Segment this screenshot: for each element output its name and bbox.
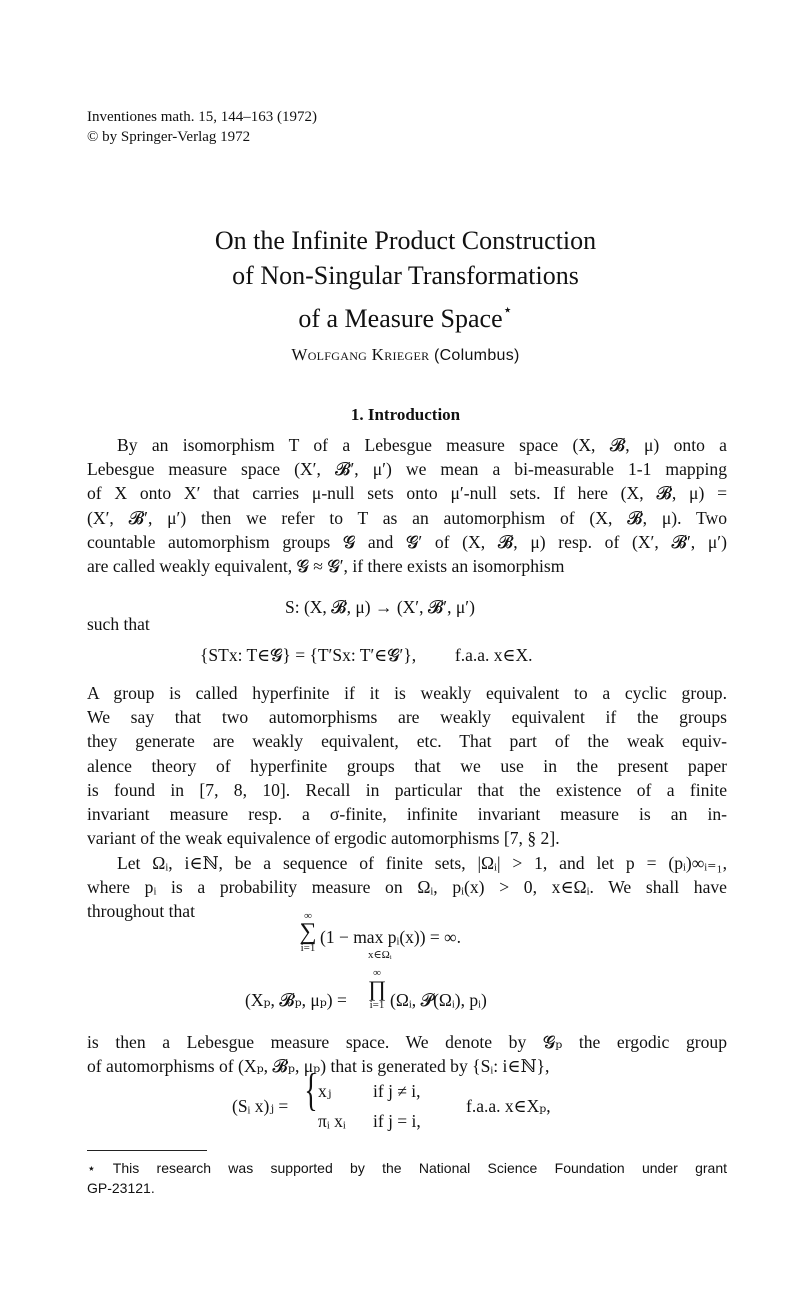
footnote	[87, 1158, 727, 1198]
text-line: Let Ωᵢ, i∈ℕ, be a sequence of finite sets, |Ωᵢ| > 1, and let p = (pᵢ)∞ᵢ₌₁,	[117, 853, 727, 873]
text-line: A group is called hyperfinite if it is weakly equivalent to a cyclic group.	[87, 683, 727, 703]
case-2-value: πᵢ xᵢ	[318, 1111, 346, 1131]
max-subscript: x∈Ωᵢ	[368, 949, 392, 961]
text-line: We say that two automorphisms are weakly equivalent if the groups	[87, 707, 727, 728]
sum-body: (1 − max pᵢ(x)) = ∞.	[320, 927, 462, 947]
sum-upper-limit: ∞	[304, 910, 312, 922]
equation-isomorphism: S: (X, 𝓑, μ) → (X′, 𝓑′, μ′)	[285, 597, 475, 617]
text-line: where pᵢ is a probability measure on Ωᵢ, pᵢ(x) > 0, x∈Ωᵢ. We shall have	[87, 877, 727, 898]
equation-orbit-qualifier: f.a.a. x∈X.	[454, 645, 533, 665]
text-line: countable automorphism groups 𝓖 and 𝓖′ of (X, 𝓑, μ) resp. of (X′, 𝓑′, μ′)	[87, 531, 727, 552]
paragraph-3	[87, 851, 727, 924]
sum-equation	[298, 910, 318, 954]
case-2-condition: if j = i,	[373, 1111, 421, 1131]
section-heading: 1. Introduction	[350, 405, 461, 424]
author-affiliation: (Columbus)	[433, 347, 520, 364]
text-line: variant of the weak equivalence of ergodic automorphisms [7, § 2].	[87, 828, 560, 849]
product-rhs: (Ωᵢ, 𝓟(Ωᵢ), pᵢ)	[390, 990, 487, 1010]
text-line: of automorphisms of (Xₚ, 𝓑ₚ, μₚ) that is generated by {Sᵢ: i∈ℕ},	[87, 1056, 550, 1077]
text-line: they generate are weakly equivalent, etc. That part of the weak equiv-	[87, 731, 727, 752]
footnote-line: GP-23121.	[87, 1180, 155, 1196]
text-line: throughout that	[87, 901, 195, 922]
footnote-line: ⋆ This research was supported by the National Science Foundation under grant	[87, 1160, 727, 1176]
equation-orbit	[200, 645, 532, 666]
paragraph-2	[87, 681, 727, 850]
cases-brace: {	[304, 1064, 318, 1115]
product-operator	[367, 967, 387, 1011]
author-name: Wolfgang Krieger	[291, 345, 430, 364]
journal-header	[87, 107, 317, 147]
text-line: is then a Lebesgue measure space. We denote by 𝓖ₚ the ergodic group	[87, 1032, 727, 1052]
cases-qualifier: f.a.a. x∈Xₚ,	[466, 1096, 551, 1116]
title-line-3: of a Measure Space	[298, 304, 503, 333]
text-line: is found in [7, 8, 10]. Recall in particular that the existence of a finite	[87, 779, 727, 800]
such-that-label: such that	[87, 614, 150, 634]
cases-lhs: (Sᵢ x)ⱼ =	[232, 1096, 289, 1116]
case-1-condition: if j ≠ i,	[373, 1081, 421, 1101]
paragraph-4	[87, 1030, 727, 1078]
footnote-rule	[87, 1150, 207, 1151]
equation-orbit-lhs: {STx: T∈𝓖} = {T′Sx: T′∈𝓖′},	[200, 645, 417, 665]
author-line	[0, 345, 811, 365]
sum-lower-limit: i=1	[300, 942, 316, 954]
title-line-2: of Non-Singular Transformations	[232, 261, 579, 290]
journal-citation: Inventiones math. 15, 144–163 (1972)	[87, 109, 317, 125]
text-line: of X onto X′ that carries μ-null sets onto μ′-null sets. If here (X, 𝓑, μ) =	[87, 483, 727, 504]
footnote-star-marker: ⋆	[502, 302, 513, 319]
product-sign: ∏	[367, 976, 387, 1001]
text-line: (X′, 𝓑′, μ′) then we refer to T as an automorphism of (X, 𝓑, μ). Two	[87, 507, 727, 528]
paragraph-1	[87, 433, 727, 578]
text-line: By an isomorphism T of a Lebesgue measure space (X, 𝓑, μ) onto a	[117, 435, 727, 455]
title-line-1: On the Infinite Product Construction	[214, 226, 597, 255]
copyright-line: © by Springer-Verlag 1972	[87, 129, 251, 145]
text-line: alence theory of hyperfinite groups that we use in the present paper	[87, 755, 727, 776]
product-lhs: (Xₚ, 𝓑ₚ, μₚ) =	[245, 990, 347, 1010]
text-line: Lebesgue measure space (X′, 𝓑′, μ′) we mean a bi-measurable 1-1 mapping	[87, 459, 727, 480]
sum-sign: ∑	[299, 919, 317, 945]
title-line-3-wrap	[0, 293, 811, 336]
case-1-value: xⱼ	[318, 1081, 332, 1101]
product-lower-limit: i=1	[369, 999, 385, 1011]
product-upper-limit: ∞	[373, 967, 381, 979]
paper-title	[0, 223, 811, 336]
text-line: are called weakly equivalent, 𝓖 ≈ 𝓖′, if there exists an isomorphism	[87, 556, 565, 577]
text-line: invariant measure resp. a σ-finite, infinite invariant measure is an in-	[87, 804, 727, 825]
